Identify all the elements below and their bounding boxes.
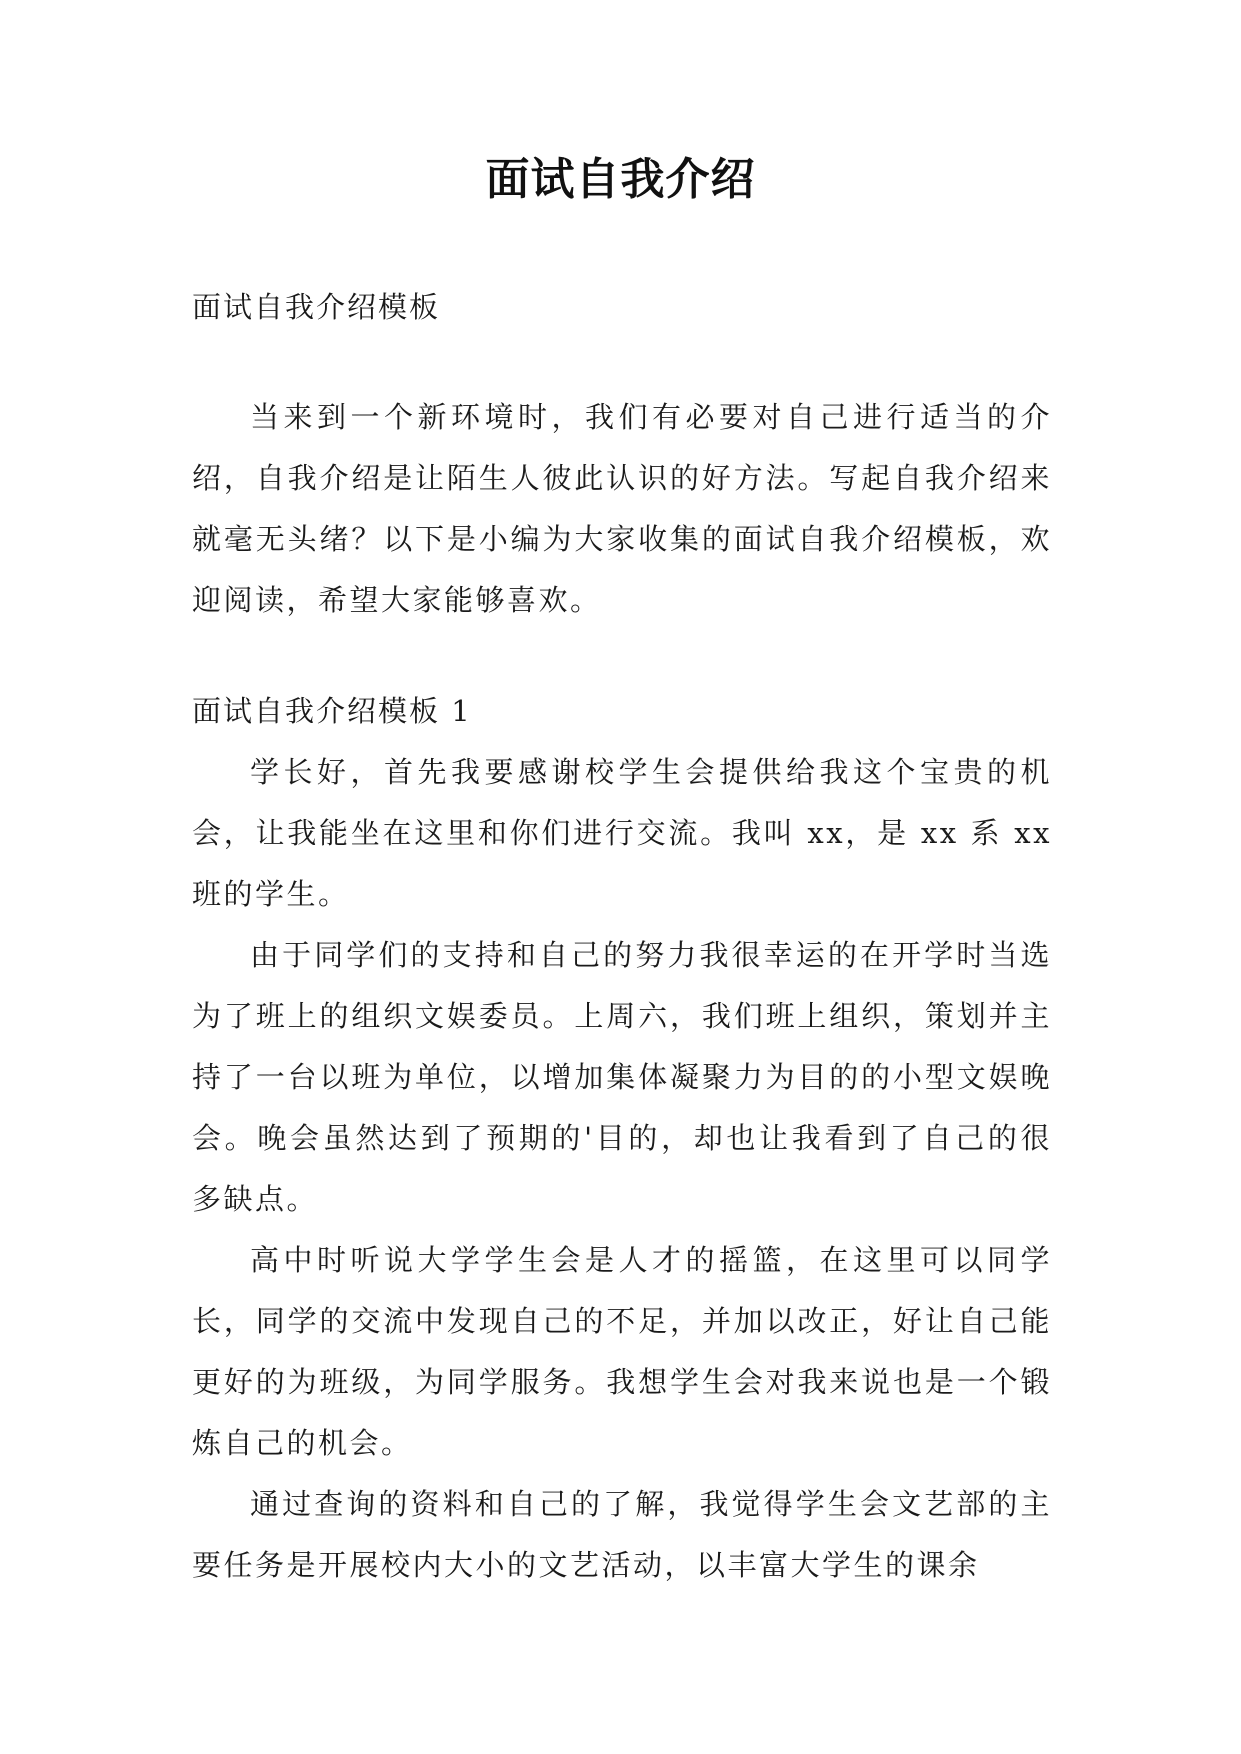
body-paragraph: 高中时听说大学学生会是人才的摇篮，在这里可以同学长，同学的交流中发现自己的不足，并加以改正，好让自己能更好的为班级，为同学服务。我想学生会对我来说也是一个锻炼自己的机会。 [192, 1243, 1052, 1460]
body-paragraph: 由于同学们的支持和自己的努力我很幸运的在开学时当选为了班上的组织文娱委员。上周六，我们班上组织，策划并主持了一台以班为单位，以增加集体凝聚力为目的的小型文娱晚会。晚会虽然达到了预期的'目的，却也让我看到了自己的很多缺点。 [192, 938, 1052, 1216]
document-subtitle: 面试自我介绍模板 [192, 290, 441, 324]
section-heading: 面试自我介绍模板 1 [192, 694, 472, 728]
document-body [192, 287, 1052, 1596]
body-paragraph: 学长好，首先我要感谢校学生会提供给我这个宝贵的机会，让我能坐在这里和你们进行交流。我叫 xx，是 xx 系 xx 班的学生。 [192, 755, 1052, 911]
body-paragraph: 通过查询的资料和自己的了解，我觉得学生会文艺部的主要任务是开展校内大小的文艺活动，以丰富大学生的课余 [192, 1487, 1052, 1582]
spacer [192, 327, 1052, 387]
intro-paragraph: 当来到一个新环境时，我们有必要对自己进行适当的介绍，自我介绍是让陌生人彼此认识的好方法。写起自我介绍来就毫无头绪？以下是小编为大家收集的面试自我介绍模板，欢迎阅读，希望大家能够喜欢。 [192, 400, 1052, 617]
spacer [192, 631, 1052, 681]
document-title: 面试自我介绍 [485, 154, 756, 205]
